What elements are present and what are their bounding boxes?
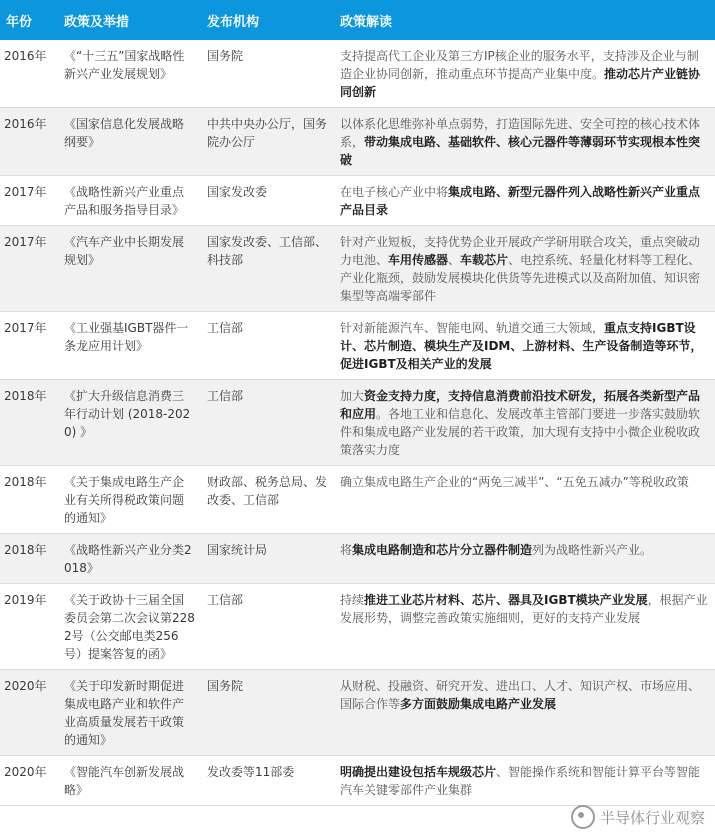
table-header	[0, 0, 715, 40]
table-row	[0, 584, 715, 670]
cell-issuer: 国务院	[201, 40, 334, 108]
cell-interpretation	[334, 176, 715, 226]
interpretation-emphasis: 集成电路、新型元器件列入战略性新兴产业重点产品目录	[340, 185, 701, 217]
header-issuer: 发布机构	[201, 0, 334, 40]
interpretation-text: 在电子核心产业中将	[340, 185, 449, 199]
interpretation-emphasis: 带动集成电路、基础软件、核心元器件等薄弱环节实现根本性突破	[340, 135, 701, 167]
cell-issuer: 工信部	[201, 312, 334, 380]
cell-policy: 《“十三五”国家战略性新兴产业发展规划》	[58, 40, 201, 108]
interpretation-emphasis: 车用传感器	[388, 253, 449, 267]
cell-year: 2017年	[0, 226, 58, 312]
table-row	[0, 176, 715, 226]
cell-interpretation	[334, 226, 715, 312]
cell-policy: 《工业强基IGBT器件一条龙应用计划》	[58, 312, 201, 380]
header-row	[0, 0, 715, 40]
cell-issuer: 发改委等11部委	[201, 756, 334, 806]
interpretation-emphasis: 多方面鼓励集成电路产业发展	[400, 697, 557, 711]
interpretation-text: 以体系化思维弥补单点弱势，打造国际先进、安全可控的核心技术体系，	[340, 117, 701, 149]
cell-policy: 《智能汽车创新发展战略》	[58, 756, 201, 806]
cell-issuer: 国家发改委、工信部、科技部	[201, 226, 334, 312]
header-year: 年份	[0, 0, 58, 40]
interpretation-emphasis: 集成电路制造和芯片分立器件制造	[352, 543, 533, 557]
table-row	[0, 756, 715, 806]
interpretation-emphasis: 资金支持力度，支持信息消费前沿技术研发，拓展各类新型产品和应用	[340, 389, 701, 421]
interpretation-text: 、	[448, 253, 461, 267]
interpretation-emphasis: 推进工业芯片材料、芯片、器具及IGBT模块产业发展	[364, 593, 648, 607]
table-row	[0, 466, 715, 534]
wechat-icon	[571, 805, 595, 829]
table-row	[0, 312, 715, 380]
cell-issuer: 国家发改委	[201, 176, 334, 226]
interpretation-emphasis: 车载芯片	[460, 253, 509, 267]
cell-issuer: 工信部	[201, 584, 334, 670]
interpretation-emphasis: 推动芯片产业链协同创新	[340, 67, 701, 99]
interpretation-text: 确立集成电路生产企业的“两免三减半”、“五免五减办”等税收政策	[340, 475, 689, 489]
cell-year: 2019年	[0, 584, 58, 670]
cell-interpretation	[334, 534, 715, 584]
interpretation-text: 列为战略性新兴产业。	[532, 543, 653, 557]
cell-policy: 《扩大升级信息消费三年行动计划 (2018-2020) 》	[58, 380, 201, 466]
cell-issuer: 国家统计局	[201, 534, 334, 584]
cell-interpretation	[334, 584, 715, 670]
header-policy: 政策及举措	[58, 0, 201, 40]
watermark-text: 半导体行业观察	[599, 808, 705, 827]
table-row	[0, 40, 715, 108]
interpretation-text: 支持提高代工企业及第三方IP核企业的服务水平，支持涉及企业与制造企业协同创新，推动重点环节提高产业集中度。	[340, 49, 699, 81]
cell-policy: 《关于集成电路生产企业有关所得税政策问题的通知》	[58, 466, 201, 534]
interpretation-emphasis: 重点支持IGBT设计、芯片制造、模块生产及IDM、上游材料、生产设备制造等环节，促进IGBT及相关产业的发展	[340, 321, 703, 371]
cell-issuer: 中共中央办公厅，国务院办公厅	[201, 108, 334, 176]
table-row	[0, 380, 715, 466]
cell-year: 2017年	[0, 312, 58, 380]
table-body	[0, 40, 715, 806]
interpretation-text: 从财税、投融资、研究开发、进出口、人才、知识产权、市场应用、国际合作等	[340, 679, 701, 711]
header-interpretation: 政策解读	[334, 0, 715, 40]
cell-interpretation	[334, 756, 715, 806]
cell-issuer: 工信部	[201, 380, 334, 466]
cell-policy: 《汽车产业中长期发展规划》	[58, 226, 201, 312]
interpretation-text: 持续	[340, 593, 365, 607]
table-row	[0, 108, 715, 176]
cell-interpretation	[334, 108, 715, 176]
cell-issuer: 财政部、税务总局、发改委、工信部	[201, 466, 334, 534]
cell-year: 2018年	[0, 466, 58, 534]
cell-policy: 《战略性新兴产业分类2018》	[58, 534, 201, 584]
cell-policy: 《关于印发新时期促进集成电路产业和软件产业高质量发展若干政策的通知》	[58, 670, 201, 756]
cell-interpretation	[334, 670, 715, 756]
cell-issuer: 国务院	[201, 670, 334, 756]
cell-year: 2020年	[0, 670, 58, 756]
cell-year: 2018年	[0, 534, 58, 584]
cell-interpretation	[334, 466, 715, 534]
table-row	[0, 534, 715, 584]
interpretation-text: ，根据产业发展形势，调整完善政策实施细则，更好的支持产业发展	[340, 593, 708, 625]
cell-policy: 《战略性新兴产业重点产品和服务指导目录》	[58, 176, 201, 226]
watermark	[571, 805, 705, 829]
cell-policy: 《关于政协十三届全国委员会第二次会议第2282号（公交邮电类256号）提案答复的函》	[58, 584, 201, 670]
cell-interpretation	[334, 312, 715, 380]
table-row	[0, 226, 715, 312]
interpretation-text: 针对产业短板，支持优势企业开展政产学研用联合攻关，重点突破动力电池、	[340, 235, 701, 267]
interpretation-text: 加大	[340, 389, 365, 403]
interpretation-text: 针对新能源汽车、智能电网、轨道交通三大领域，	[340, 321, 605, 335]
interpretation-text: 、智能操作系统和智能计算平台等智能汽车关键零部件产业集群	[340, 765, 701, 797]
interpretation-emphasis: 明确提出建设包括车规级芯片	[340, 765, 497, 779]
interpretation-text: 、电控系统、轻量化材料等工程化、产业化瓶颈，鼓励发展模块化供货等先进模式以及高附加值、知识密集型等高端零部件	[340, 253, 701, 303]
interpretation-text: 。各地工业和信息化、发展改革主管部门要进一步落实鼓励软件和集成电路产业发展的若干政策，加大现有支持中小微企业税收政策落实力度	[340, 407, 701, 457]
cell-year: 2016年	[0, 108, 58, 176]
cell-year: 2017年	[0, 176, 58, 226]
table-row	[0, 670, 715, 756]
cell-year: 2020年	[0, 756, 58, 806]
cell-policy: 《国家信息化发展战略纲要》	[58, 108, 201, 176]
interpretation-text: 将	[340, 543, 353, 557]
cell-interpretation	[334, 380, 715, 466]
cell-year: 2016年	[0, 40, 58, 108]
cell-interpretation	[334, 40, 715, 108]
cell-year: 2018年	[0, 380, 58, 466]
